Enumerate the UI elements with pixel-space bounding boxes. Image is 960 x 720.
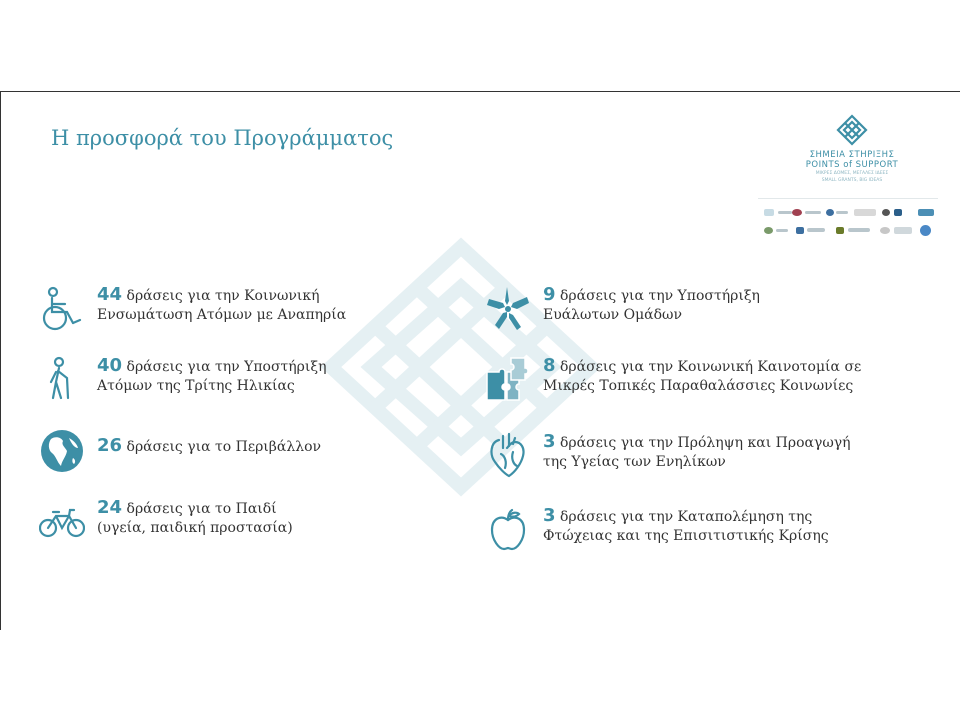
right-item-2-line1: δράσεις για την Κοινωνική Καινοτομία σε (559, 359, 862, 375)
right-item-4 (485, 506, 829, 552)
partner-logo (882, 209, 890, 216)
right-item-1 (485, 285, 760, 331)
partner-logo (764, 209, 774, 216)
logo-line-greek: ΣΗΜΕΙΑ ΣΤΗΡΙΞΗΣ (809, 150, 895, 160)
partner-logo (920, 225, 931, 236)
right-item-3 (485, 432, 851, 478)
left-item-3 (39, 428, 321, 474)
slide (0, 91, 960, 630)
page-title: Η προσφορά του Προγράμματος (51, 126, 394, 150)
left-item-4-text (97, 498, 293, 538)
partner-logo (805, 211, 821, 214)
right-item-1-line2: Ευάλωτων Ομάδων (543, 307, 682, 323)
left-item-4-line1: δράσεις για το Παιδί (126, 501, 277, 517)
right-item-2-line2: Μικρές Τοπικές Παραθαλάσσιες Κοινωνίες (543, 378, 854, 394)
right-item-3-count: 3 (543, 431, 556, 452)
left-item-4-line2: (υγεία, παιδική προστασία) (97, 520, 293, 536)
right-item-4-line2: Φτώχειας και της Επισιτιστικής Κρίσης (543, 528, 829, 544)
left-item-3-line1: δράσεις για το Περιβάλλον (126, 439, 322, 455)
right-item-3-text (543, 432, 851, 472)
right-item-2 (485, 356, 861, 402)
left-item-2-line1: δράσεις για την Υποστήριξη (126, 359, 327, 375)
bicycle-icon (39, 498, 85, 544)
right-item-1-line1: δράσεις για την Υποστήριξη (559, 288, 760, 304)
logo-tagline-english: SMALL GRANTS, BIG IDEAS (821, 178, 883, 183)
right-item-4-line1: δράσεις για την Καταπολέμηση της (559, 509, 813, 525)
partner-logo (796, 227, 804, 234)
left-item-2-text (97, 356, 326, 396)
hands-together-icon (485, 285, 531, 331)
left-item-4-count: 24 (97, 497, 123, 518)
left-item-2-count: 40 (97, 355, 123, 376)
right-item-3-line1: δράσεις για την Πρόληψη και Προαγωγή (559, 435, 851, 451)
right-item-3-line2: της Υγείας των Ενηλίκων (543, 454, 726, 470)
partner-logo (918, 209, 934, 216)
partner-logo (894, 209, 902, 216)
logo-tagline-greek: ΜΙΚΡΕΣ ΔΟΜΕΣ, ΜΕΓΑΛΕΣ ΙΔΕΕΣ (815, 171, 889, 176)
globe-icon (39, 428, 85, 474)
partner-logo (792, 209, 802, 216)
partner-logo (836, 211, 848, 214)
partner-logo (894, 227, 912, 234)
partner-logo (826, 209, 834, 216)
partner-logo (807, 228, 825, 232)
logo-line-english: POINTS of SUPPORT (805, 160, 899, 170)
apple-icon (485, 506, 531, 552)
points-of-support-logo (789, 114, 915, 184)
partner-logo (854, 209, 876, 216)
left-item-3-count: 26 (97, 435, 123, 456)
right-item-2-count: 8 (543, 355, 556, 376)
partner-logo (880, 227, 890, 234)
right-item-1-count: 9 (543, 284, 556, 305)
left-item-3-text (97, 428, 321, 457)
left-item-1-text (97, 285, 346, 325)
partner-logo (776, 229, 788, 232)
left-item-2-line2: Ατόμων της Τρίτης Ηλικίας (97, 378, 295, 394)
endless-knot-icon (836, 114, 868, 146)
right-item-4-count: 3 (543, 505, 556, 526)
heart-icon (485, 432, 531, 478)
left-item-4 (39, 498, 293, 544)
left-item-1-count: 44 (97, 284, 123, 305)
partner-logo (848, 228, 870, 232)
left-item-2 (39, 356, 326, 402)
right-item-1-text (543, 285, 760, 325)
left-item-1-line2: Ενσωμάτωση Ατόμων με Αναπηρία (97, 307, 347, 323)
partner-logo (764, 227, 773, 234)
wheelchair-icon (39, 285, 85, 331)
elderly-person-icon (39, 356, 85, 402)
left-item-1-line1: δράσεις για την Κοινωνική (126, 288, 320, 304)
right-item-2-text (543, 356, 861, 396)
right-item-4-text (543, 506, 829, 546)
partner-logo (836, 227, 844, 234)
left-item-1 (39, 285, 346, 331)
partner-logos (758, 198, 938, 243)
partner-logo (778, 211, 792, 214)
puzzle-icon (485, 356, 531, 402)
